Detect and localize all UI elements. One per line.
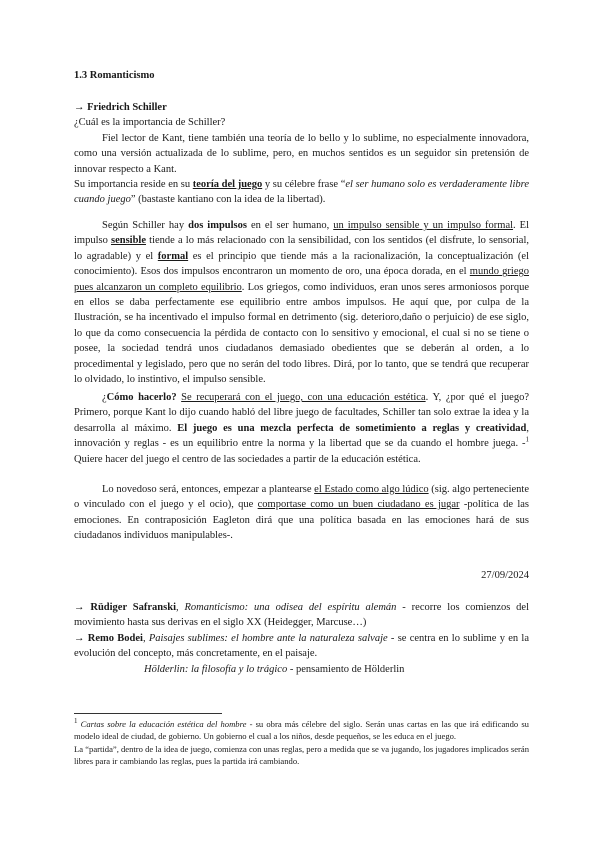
schiller-paragraph-2: Su importancia reside en su teoría del juego y su célebre frase “el ser humano solo es verdaderamente libre cuando juego” (bastaste kantiano con la idea de la libertad). [74,179,529,206]
section-title: 1.3 Romanticismo [74,70,155,81]
schiller-heading: → Friedrich Schiller [74,102,167,113]
novedoso-section [74,482,529,544]
footnote-1: $^1$ Cartas sobre la educación estética del hombre - su obra más célebre del siglo. Serán unas cartas en las que irá edificando su modelo ideal de ciudad, de gobierno. Un gobierno el cual a los niños, desde pequeños, se les educa en el juego. [74,717,529,742]
impulsos-section [74,218,529,387]
reference-bodei: → Remo Bodei, Paisajes sublimes: el hombre ante la naturaleza salvaje - se centra en lo sublime y en la evolución del concepto, más concretamente, en el paisaje. [74,632,529,660]
impulsos-paragraph: Según Schiller hay dos impulsos en el ser humano, un impulso sensible y un impulso formal. El impulso sensible tiende a lo más relacionado con la sensibilidad, con los sentidos (el disfrute, lo sensorial, lo agradable) y el formal es el principio que tiende más a la racionalización, la conceptualización (el conocimiento). Esos dos impulsos encontraron un momento de oro, una época dorada, en el mundo griego pues alcanzaron un completo equilibrio. Los griegos, como individuos, eran unos seres armoniosos porque en ellos se daba perfectamente ese equilibrio entre ambos impulsos. He aquí que, por culpa de la Ilustración, se ha incentivado el impulso formal en detrimento (sig. deterioro,daño o perjuicio) de ese siglo, lo que da como consecuencia la pérdida de contacto con lo sensitivo y emocional, el cual si no se tiene o posee, la sociedad tendrá unos ciudadanos demasiado obedientes que se deberán al orden, a lo procedimental y legislado, pero que no serán del todo libres. Dirá, por lo tanto, que se tendrá que recuperar lo olvidado, lo instintivo, el impulso sensible. [74,220,529,386]
novedoso-paragraph: Lo novedoso será, entonces, empezar a plantearse el Estado como algo lúdico (sig. algo perteneciente o vinculado con el juego y el ocio), que comportase como un buen ciudadano es jugar -política de las emociones. En contraposición Eagleton dirá que una política basada en las emociones hará de sus ciudadanos individuos manipulables-. [74,484,530,542]
reference-safranski: → Rüdiger Safranski, Romanticismo: una odisea del espíritu alemán - recorre los comienzos del movimiento hasta sus derivas en el siglo XX (Heidegger, Marcuse…) [74,602,530,629]
footnote-separator [74,713,222,714]
footnote-1-continued: La “partida”, dentro de la idea de juego, comienza con unas reglas, pero a medida que se va jugando, los jugadores implicados serán libres para ir cambiando las reglas, pues la partida irá cambiando. [74,743,529,767]
entry-date: 27/09/2024 [481,570,529,581]
footnote-marker: 1 [525,435,529,444]
footnote-section [74,718,529,768]
references-section [74,600,529,677]
schiller-question: ¿Cuál es la importancia de Schiller? [74,117,226,129]
reference-holderlin: Hölderlin: la filosofía y lo trágico - pensamiento de Hölderlin [144,663,405,675]
schiller-section [74,100,529,208]
como-section [74,390,529,467]
como-paragraph: ¿Cómo hacerlo? Se recuperará con el juego, con una educación estética. Y, ¿por qué el juego? Primero, porque Kant lo dijo cuando habló del libre juego de facultades, Schiller tan solo extrae la idea y la desarrolla al máximo. El juego es una mezcla perfecta de sometimiento a reglas y creatividad, innovación y reglas - es un equilibrio entre la norma y la libertad que se da cuando el hombre juega. -$^1$ Quiere hacer del juego el centro de las sociedades a partir de la educación estética. [74,392,530,465]
schiller-paragraph-1: Fiel lector de Kant, tiene también una teoría de lo bello y lo sublime, no especialmente innovadora, como una versión actualizada de lo sublime, pero, en muchos sentidos es un seguidor sin pretensión de innovar respecto a Kant. [74,132,529,175]
